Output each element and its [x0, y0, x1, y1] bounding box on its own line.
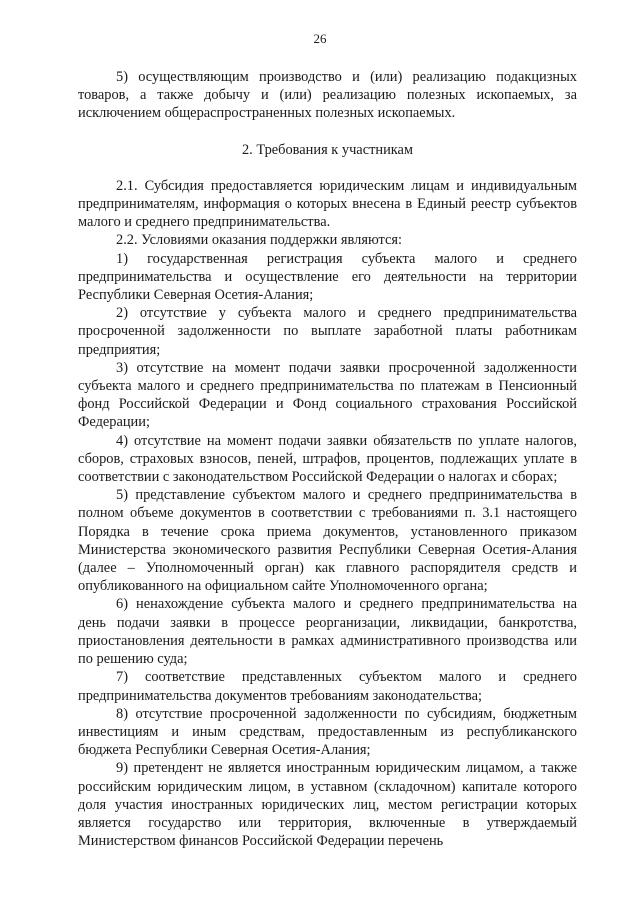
condition-item-2: 2) отсутствие у субъекта малого и среднего предпринимательства просроченной задолженности по выплате заработной платы работникам предприятия; — [78, 305, 577, 358]
condition-item-9: 9) претендент не является иностранным юридическим лицамом, а также российским юридическим лицом, в уставном (складочном) капитале которого доля участия иностранных юридических лиц, местом регистрации которых является государство или территория, включенные в утверждаемый Министерством финансов Российской Федерации перечень — [78, 760, 577, 850]
condition-item-1: 1) государственная регистрация субъекта малого и среднего предпринимательства и осуществление его деятельности на территории Республики Северная Осетия-Алания; — [78, 250, 577, 304]
condition-item-8: 8) отсутствие просроченной задолженности по субсидиям, бюджетным инвестициям и иным средствам, предоставленным из республиканского бюджета Республики Северная Осетия-Алания; — [78, 705, 577, 759]
section-heading: 2. Требования к участникам — [241, 141, 414, 158]
condition-item-7: 7) соответствие представленных субъектом малого и среднего предпринимательства документов требованиям законодательства; — [78, 669, 577, 704]
condition-item-6: 6) ненахождение субъекта малого и среднего предпринимательства на день подачи заявки в процессе реорганизации, ликвидации, банкротства, приостановления деятельности в рамках административного производства или по решению суда; — [78, 596, 577, 668]
condition-item-3: 3) отсутствие на момент подачи заявки просроченной задолженности субъекта малого и среднего предпринимательства по платежам в Пенсионный фонд Российской Федерации и Фонд социального страхования Российской Федерации; — [78, 359, 577, 431]
intro-list-item: 5) осуществляющим производство и (или) реализацию подакцизных товаров, а также добычу и (или) реализацию полезных ископаемых, за исключением общераспространенных полезных ископаемых. — [78, 69, 577, 122]
condition-item-5: 5) представление субъектом малого и среднего предпринимательства в полном объеме документов в соответствии с требованиями п. 3.1 настоящего Порядка в течение срока приема документов, установленного приказом Министерства экономического развития Республики Северная Осетия-Алания (далее – Уполномоченный орган) как главного распорядителя средств и опубликованного на официальном сайте Уполномоченного органа; — [78, 487, 577, 595]
page-number: 26 — [313, 31, 327, 46]
page-content — [78, 68, 577, 850]
paragraph-2-2: 2.2. Условиями оказания поддержки являются: — [116, 232, 402, 249]
paragraph-2-1: 2.1. Субсидия предоставляется юридическим лицам и индивидуальным предпринимателям, информация о которых внесена в Единый реестр субъектов малого и среднего предпринимательства. — [78, 177, 577, 231]
condition-item-4: 4) отсутствие на момент подачи заявки обязательств по уплате налогов, сборов, страховых взносов, пеней, штрафов, процентов, подлежащих уплате в соответствии с законодательством Российской Федерации о налогах и сборах; — [78, 432, 577, 486]
